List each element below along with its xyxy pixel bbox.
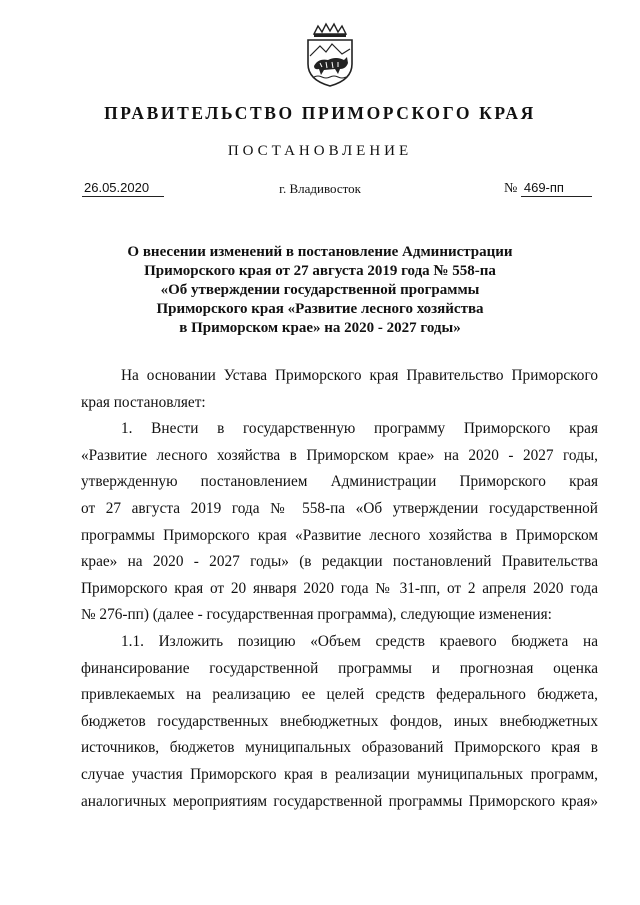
body-line: привлекаемых на реализацию ее целей средств федерального бюджета, [81,686,598,704]
body-line: утвержденную постановлением Администрации Приморского края [81,473,598,491]
number-value: 469-пп [521,179,592,197]
heading-line: «Об утверждении государственной программы [160,282,480,298]
body-line: На основании Устава Приморского края Правительство Приморского [121,367,598,384]
body-line: края постановляет: [81,393,206,411]
heading-line: Приморского края «Развитие лесного хозяйства [156,301,484,317]
heading-line: О внесении изменений в постановление Администрации [127,244,513,260]
document-type: ПОСТАНОВЛЕНИЕ [227,143,413,159]
body-line: крае» на 2020 - 2027 годы» (в редакции постановлений Правительства [81,553,598,571]
body-line: № 276-пп) (далее - государственная программа), следующие изменения: [81,606,552,624]
document-body [81,363,598,815]
body-line: бюджетов государственных внебюджетных фондов, иных внебюджетных [81,712,598,730]
body-line: «Развитие лесного хозяйства в Приморском крае» на 2020 - 2027 годы, [81,446,598,464]
body-line: случае участия Приморского края в реализации муниципальных программ, [81,765,598,783]
body-line: 1.1. Изложить позицию «Объем средств краевого бюджета на [121,632,598,650]
body-line: финансирование государственной программы и прогнозная оценка [81,659,598,677]
document-date: 26.05.2020 [82,179,164,197]
body-line: источников, бюджетов муниципальных образований Приморского края в [81,739,598,757]
body-line: от 27 августа 2019 года № 558-па «Об утверждении государственной [81,499,598,517]
body-line: аналогичных мероприятиям государственной программы Приморского края» [81,792,598,810]
number-sign: № [504,181,518,196]
document-heading [0,243,640,338]
heading-line: Приморского края от 27 августа 2019 года № 558-па [144,263,496,279]
document-city: г. Владивосток [279,181,361,196]
body-line: программы Приморского края «Развитие лесного хозяйства в Приморском [81,526,598,544]
body-line: Приморского края от 20 января 2020 года № 31-пп, от 2 апреля 2020 года [81,579,598,597]
heading-line: в Приморском крае» на 2020 - 2027 годы» [179,320,461,336]
government-title: ПРАВИТЕЛЬСТВО ПРИМОРСКОГО КРАЯ [104,103,536,123]
coat-of-arms-icon [302,22,358,88]
body-line: 1. Внести в государственную программу Приморского края [121,420,598,438]
document-number [504,179,592,197]
